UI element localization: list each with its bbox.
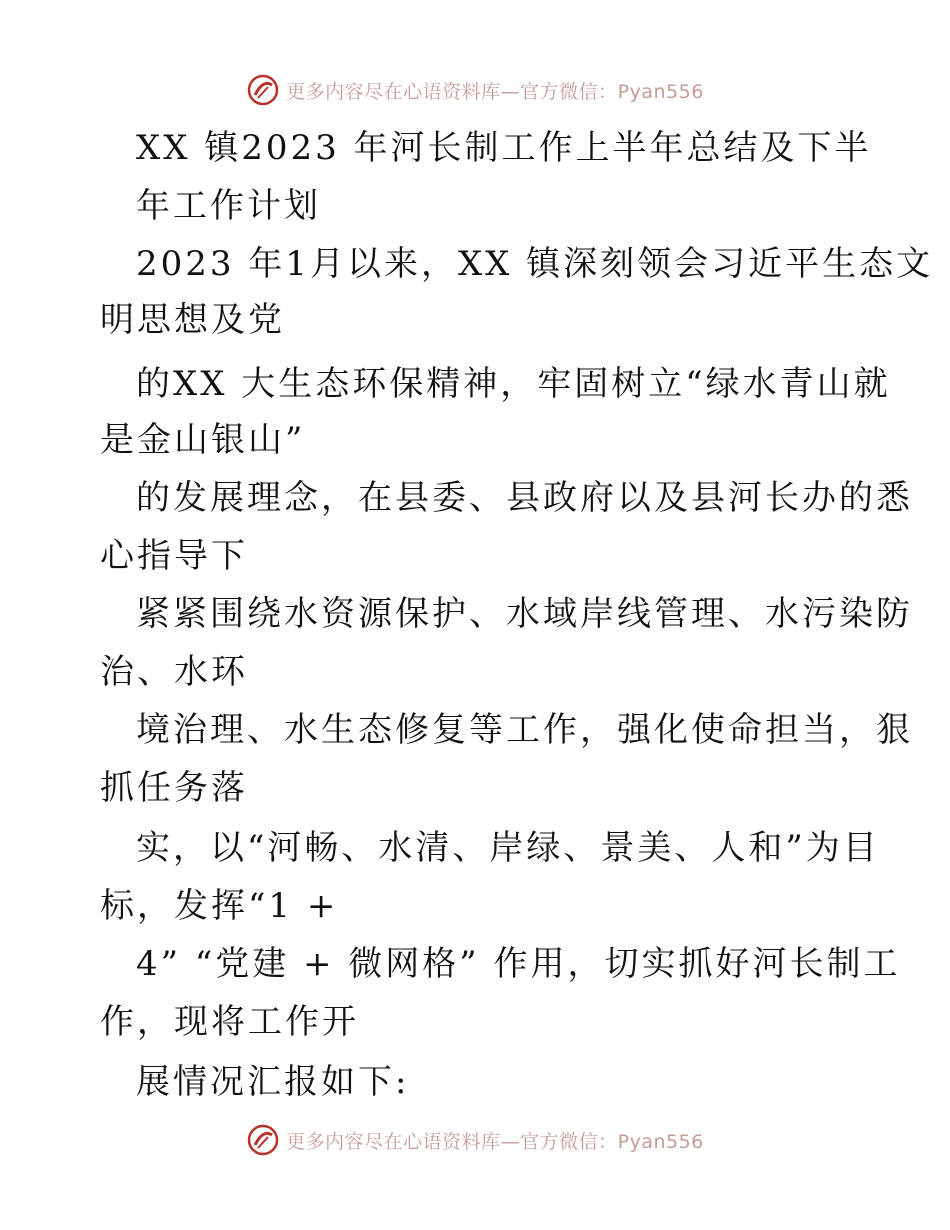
doc-line: 展情况汇报如下: (136, 1062, 410, 1102)
footer-watermark (0, 1118, 950, 1162)
doc-line: 标，发挥“1 + (100, 886, 339, 926)
doc-line: 心指导下 (100, 536, 248, 576)
logo-icon (246, 1123, 280, 1157)
doc-line: 的XX 大生态环保精神，牢固树立“绿水青山就 (136, 364, 891, 404)
doc-line: 境治理、水生态修复等工作，强化使命担当，狠 (136, 710, 913, 750)
doc-line: 年工作计划 (136, 186, 321, 226)
doc-line: 4” “党建 + 微网格” 作用，切实抓好河长制工 (136, 944, 901, 984)
doc-line: 的发展理念，在县委、县政府以及县河长办的悉 (136, 478, 913, 518)
doc-line: 作，现将工作开 (100, 1002, 359, 1042)
doc-line: 明思想及党 (100, 300, 285, 340)
doc-line: 2023 年1月以来，XX 镇深刻领会习近平生态文 (136, 244, 934, 284)
header-watermark-text: 更多内容尽在心语资料库—官方微信：Pyan556 (286, 80, 704, 103)
doc-line: 实，以“河畅、水清、岸绿、景美、人和”为目 (136, 828, 880, 868)
footer-watermark-text: 更多内容尽在心语资料库—官方微信：Pyan556 (286, 1130, 704, 1153)
doc-line: 抓任务落 (100, 768, 248, 808)
doc-line: 是金山银山” (100, 420, 306, 460)
doc-line: XX 镇2023 年河长制工作上半年总结及下半 (136, 128, 872, 168)
doc-line: 紧紧围绕水资源保护、水域岸线管理、水污染防 (136, 594, 913, 634)
doc-line: 治、水环 (100, 652, 248, 692)
header-watermark (0, 68, 950, 112)
logo-icon (246, 73, 280, 107)
